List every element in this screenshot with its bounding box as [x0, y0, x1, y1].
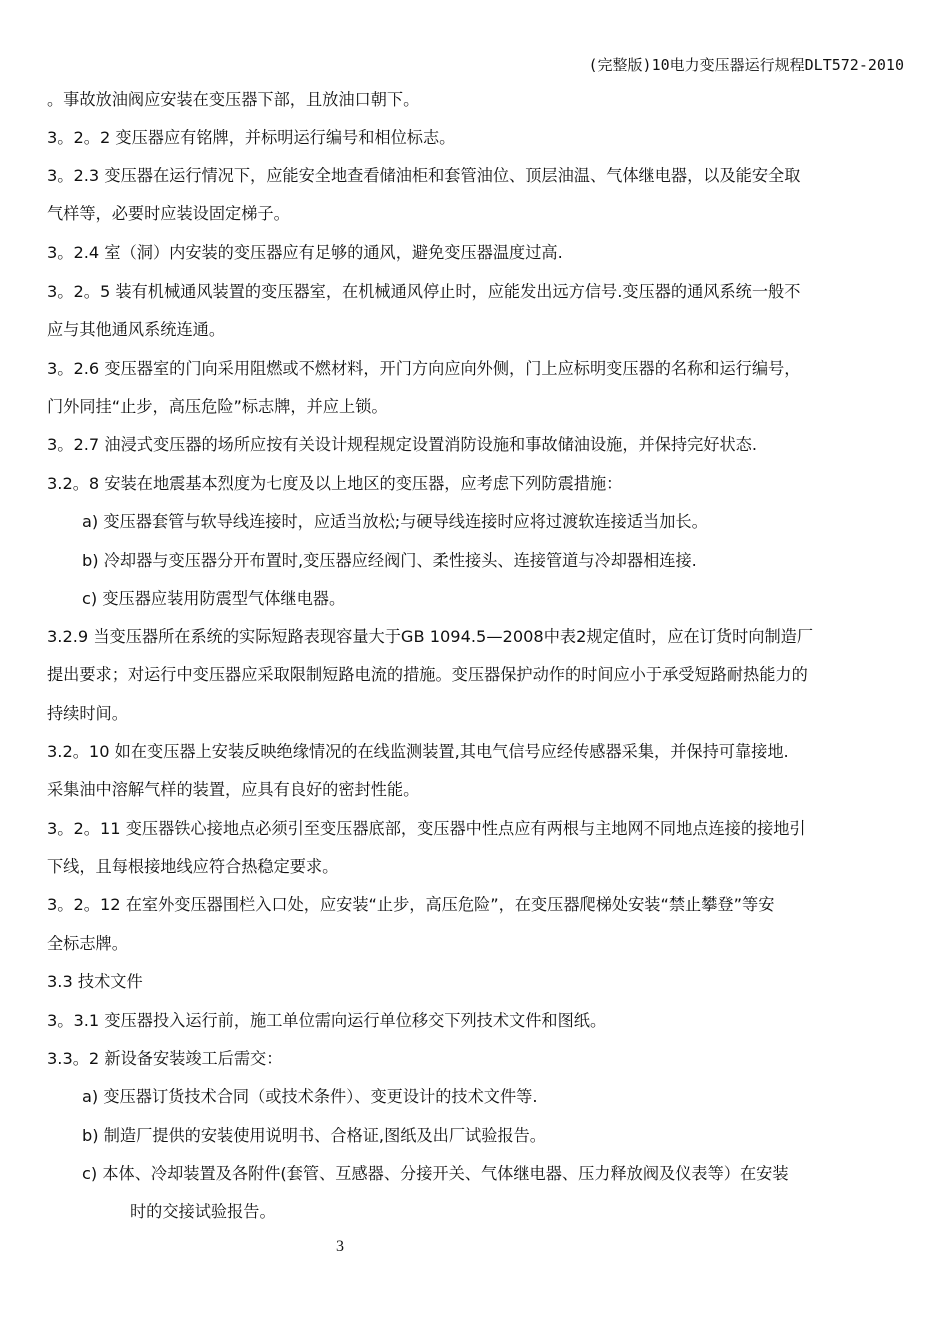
text-line: 3.2.9 当变压器所在系统的实际短路表现容量大于GB 1094.5—2008中表2规定值时，应在订货时向制造厂: [47, 627, 814, 646]
text-line: 提出要求；对运行中变压器应采取限制短路电流的措施。变压器保护动作的时间应小于承受短路耐热能力的: [47, 665, 808, 684]
text-line: 3。2。12 在室外变压器围栏入口处，应安装“止步，高压危险”，在变压器爬梯处安装“禁止攀登”等安: [47, 895, 775, 914]
text-line: 3。2.3 变压器在运行情况下，应能安全地查看储油柜和套管油位、顶层油温、气体继电器，以及能安全取: [47, 166, 801, 185]
text-line: 3。2.6 变压器室的门向采用阻燃或不燃材料，开门方向应向外侧，门上应标明变压器的名称和运行编号，: [47, 359, 801, 378]
text-line: 3.2。10 如在变压器上安装反映绝缘情况的在线监测装置,其电气信号应经传感器采集，并保持可靠接地.: [47, 742, 789, 761]
list-item: a) 变压器订货技术合同（或技术条件）、变更设计的技术文件等.: [82, 1087, 538, 1106]
list-item: b) 冷却器与变压器分开布置时,变压器应经阀门、柔性接头、连接管道与冷却器相连接.: [82, 551, 697, 570]
text-line: 3。2。5 装有机械通风装置的变压器室，在机械通风停止时，应能发出远方信号.变压器的通风系统一般不: [47, 282, 801, 301]
text-line: 3。2.4 室（洞）内安装的变压器应有足够的通风，避免变压器温度过高.: [47, 243, 563, 262]
text-line: 3。2。2 变压器应有铭牌，并标明运行编号和相位标志。: [47, 128, 456, 147]
text-line: 持续时间。: [47, 704, 128, 723]
text-line: 采集油中溶解气样的装置，应具有良好的密封性能。: [47, 780, 420, 799]
list-item-continuation: 时的交接试验报告。: [130, 1202, 276, 1221]
text-line: 全标志牌。: [47, 934, 128, 953]
page-number: 3: [336, 1238, 344, 1255]
text-line: 气样等，必要时应装设固定梯子。: [47, 204, 290, 223]
section-heading: 3.3 技术文件: [47, 972, 143, 991]
text-line: 3.2。8 安装在地震基本烈度为七度及以上地区的变压器，应考虑下列防震措施：: [47, 474, 623, 493]
list-item: b) 制造厂提供的安装使用说明书、合格证,图纸及出厂试验报告。: [82, 1126, 546, 1145]
list-item: c) 变压器应装用防震型气体继电器。: [82, 589, 346, 608]
text-line: 3。2.7 油浸式变压器的场所应按有关设计规程规定设置消防设施和事故储油设施，并保持完好状态.: [47, 435, 758, 454]
text-line: 3。2。11 变压器铁心接地点必须引至变压器底部，变压器中性点应有两根与主地网不同地点连接的接地引: [47, 819, 806, 838]
page-header: (完整版)10电力变压器运行规程DLT572-2010: [588, 56, 904, 74]
text-line: 。事故放油阀应安装在变压器下部，且放油口朝下。: [47, 90, 420, 109]
list-item: a) 变压器套管与软导线连接时，应适当放松;与硬导线连接时应将过渡软连接适当加长。: [82, 512, 708, 531]
text-line: 3。3.1 变压器投入运行前，施工单位需向运行单位移交下列技术文件和图纸。: [47, 1011, 607, 1030]
list-item: c) 本体、冷却装置及各附件(套管、互感器、分接开关、气体继电器、压力释放阀及仪表等）在安装: [82, 1164, 789, 1183]
text-line: 门外同挂“止步，高压危险”标志牌，并应上锁。: [47, 397, 388, 416]
text-line: 下线，且每根接地线应符合热稳定要求。: [47, 857, 339, 876]
text-line: 3.3。2 新设备安装竣工后需交：: [47, 1049, 283, 1068]
text-line: 应与其他通风系统连通。: [47, 320, 226, 339]
